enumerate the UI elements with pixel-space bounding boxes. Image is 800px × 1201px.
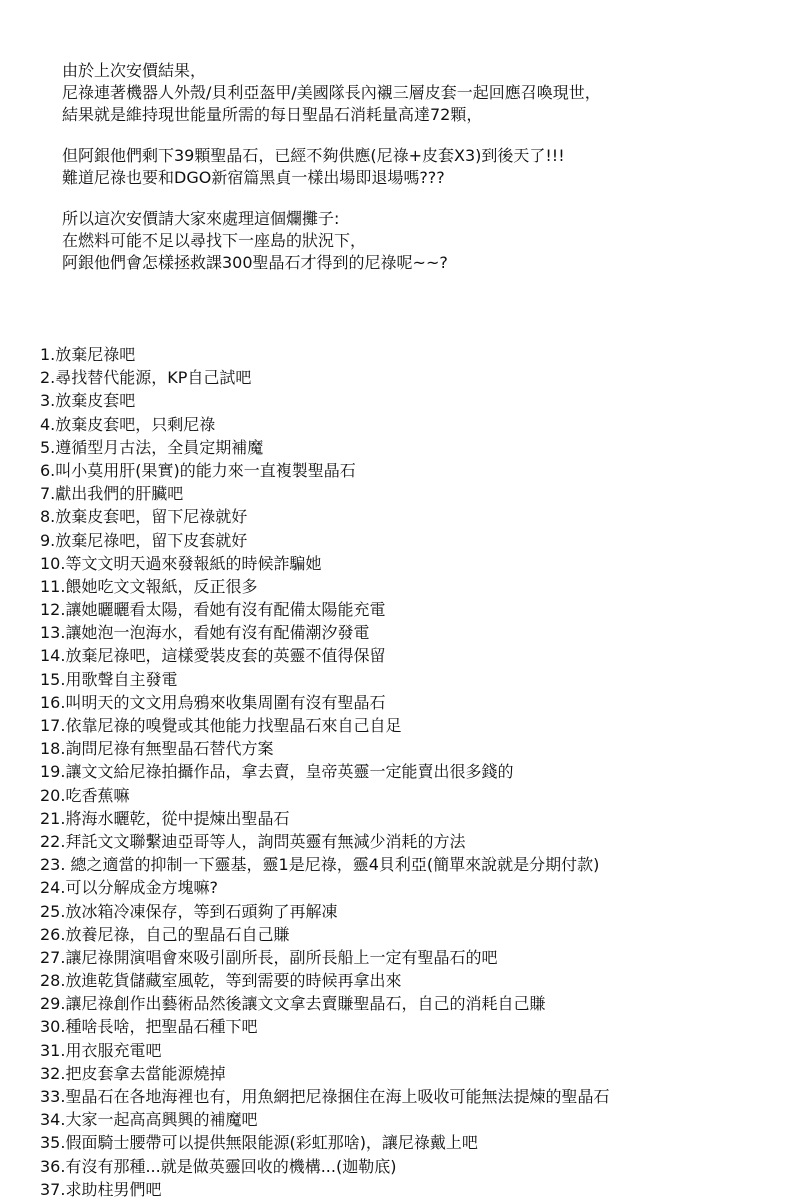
option-item: 6.叫小莫用肝(果實)的能力來一直複製聖晶石 (40, 460, 356, 480)
option-item: 30.種啥長啥，把聖晶石種下吧 (40, 1017, 258, 1037)
option-item: 11.餵她吃文文報紙，反正很多 (40, 576, 258, 596)
option-item: 7.獻出我們的肝臟吧 (40, 484, 184, 504)
option-item: 3.放棄皮套吧 (40, 391, 136, 411)
intro-paragraph-2 (62, 145, 792, 189)
option-item: 4.放棄皮套吧，只剩尼祿 (40, 414, 216, 434)
option-item: 14.放棄尼祿吧，這樣愛裝皮套的英靈不值得保留 (40, 646, 386, 666)
option-item: 29.讓尼祿創作出藝術品然後讓文文拿去賣賺聖晶石，自己的消耗自己賺 (40, 994, 546, 1014)
intro-line: 尼祿連著機器人外殼/貝利亞盔甲/美國隊長內襯三層皮套一起回應召喚現世， (62, 83, 601, 102)
intro-paragraph-1 (62, 60, 792, 126)
intro-line: 阿銀他們會怎樣拯救課300聖晶石才得到的尼祿呢~~? (62, 253, 448, 272)
option-item: 33.聖晶石在各地海裡也有，用魚網把尼祿捆住在海上吸收可能無法提煉的聖晶石 (40, 1087, 610, 1106)
option-item: 9.放棄尼祿吧，留下皮套就好 (40, 530, 248, 550)
option-item: 20.吃香蕉嘛 (40, 785, 130, 805)
option-item: 21.將海水曬乾，從中提煉出聖晶石 (40, 808, 290, 828)
option-item: 24.可以分解成金方塊嘛? (40, 878, 218, 898)
option-item: 36.有沒有那種...就是做英靈回收的機構...(迦勒底) (40, 1156, 397, 1176)
intro-line: 所以這次安價請大家來處理這個爛攤子: (62, 209, 340, 228)
option-list (40, 343, 795, 1201)
intro-line: 結果就是維持現世能量所需的每日聖晶石消耗量高達72顆， (62, 105, 483, 124)
option-item: 13.讓她泡一泡海水，看她有沒有配備潮汐發電 (40, 623, 370, 643)
option-item: 28.放進乾貨儲藏室風乾，等到需要的時候再拿出來 (40, 971, 402, 991)
option-item: 17.依靠尼祿的嗅覺或其他能力找聖晶石來自己自足 (40, 716, 402, 735)
option-item: 19.讓文文給尼祿拍攝作品，拿去賣，皇帝英靈一定能賣出很多錢的 (40, 762, 514, 782)
intro-line: 難道尼祿也要和DGO新宿篇黑貞一樣出場即退場嗎??? (62, 168, 445, 187)
option-item: 23. 總之適當的抑制一下靈基，靈1是尼祿，靈4貝利亞(簡單來說就是分期付款) (40, 855, 600, 875)
intro-line: 由於上次安價結果， (62, 61, 207, 80)
option-item: 32.把皮套拿去當能源燒掉 (40, 1063, 226, 1083)
option-item: 22.拜託文文聯繫迪亞哥等人，詢問英靈有無減少消耗的方法 (40, 831, 466, 851)
option-item: 25.放冰箱冷凍保存，等到石頭夠了再解凍 (40, 901, 338, 921)
intro-line: 在燃料可能不足以尋找下一座島的狀況下， (62, 231, 367, 250)
intro-text (62, 60, 792, 293)
option-item: 18.詢問尼祿有無聖晶石替代方案 (40, 739, 274, 759)
option-item: 10.等文文明天過來發報紙的時候詐騙她 (40, 553, 322, 573)
intro-paragraph-3 (62, 208, 792, 274)
option-item: 16.叫明天的文文用烏鴉來收集周圍有沒有聖晶石 (40, 692, 386, 712)
intro-line: 但阿銀他們剩下39顆聖晶石，已經不夠供應(尼祿+皮套X3)到後天了!!! (62, 146, 565, 165)
option-item: 27.讓尼祿開演唱會來吸引副所長，副所長船上一定有聖晶石的吧 (40, 947, 498, 967)
option-item: 35.假面騎士腰帶可以提供無限能源(彩虹那啥)，讓尼祿戴上吧 (40, 1133, 478, 1153)
option-item: 34.大家一起高高興興的補魔吧 (40, 1110, 258, 1130)
option-item: 1.放棄尼祿吧 (40, 345, 136, 364)
option-item: 31.用衣服充電吧 (40, 1040, 162, 1060)
option-item: 12.讓她曬曬看太陽，看她有沒有配備太陽能充電 (40, 600, 386, 620)
option-item: 2.尋找替代能源，KP自己試吧 (40, 368, 252, 388)
option-item: 8.放棄皮套吧，留下尼祿就好 (40, 507, 248, 527)
option-item: 15.用歌聲自主發電 (40, 669, 178, 689)
option-item: 5.遵循型月古法，全員定期補魔 (40, 437, 264, 457)
option-item: 37.求助柱男們吧 (40, 1179, 162, 1199)
option-item: 26.放養尼祿，自己的聖晶石自己賺 (40, 924, 290, 944)
